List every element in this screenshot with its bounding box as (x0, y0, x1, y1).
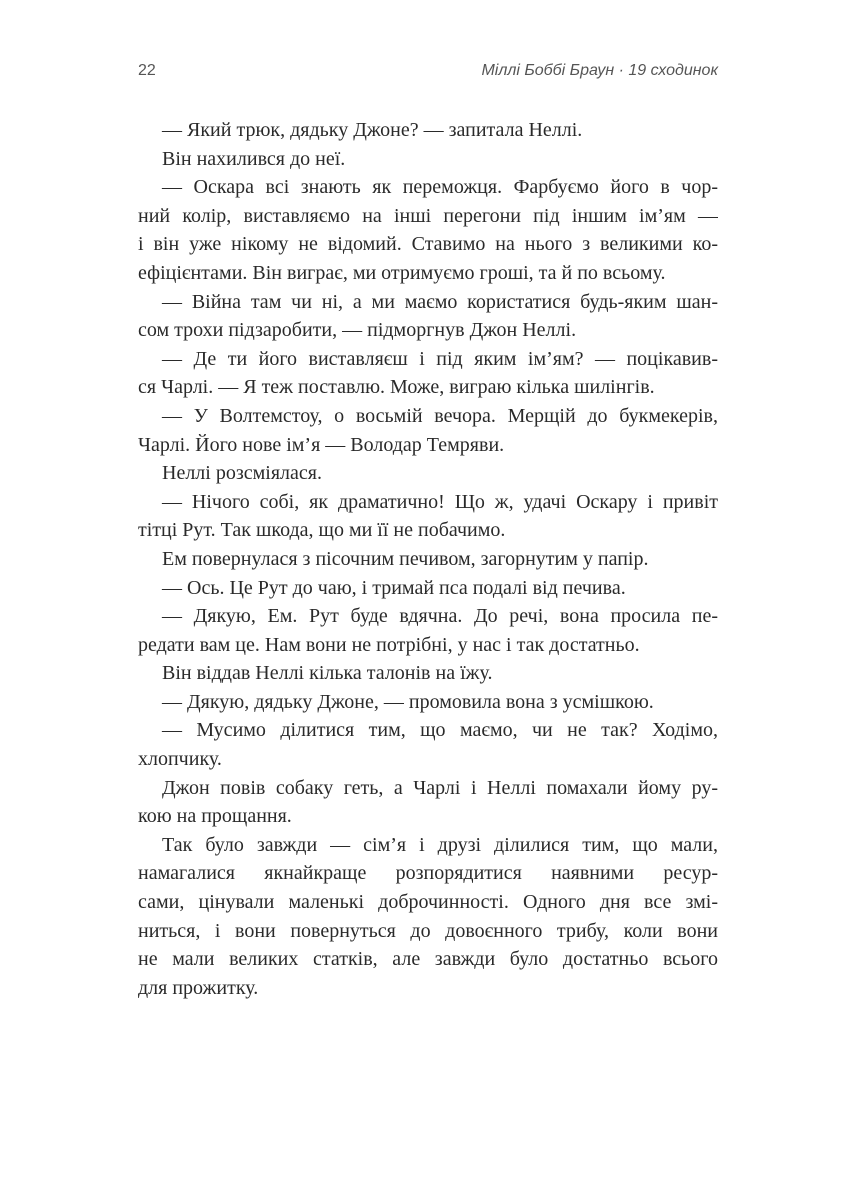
text-line: — Де ти його виставляєш і під яким ім’ям? — поцікавив- (162, 347, 718, 370)
page-body-text (138, 116, 718, 1002)
paragraph (138, 602, 718, 659)
text-line: не мали великих статків, але завжди було достатньо всього (138, 948, 718, 971)
text-line: — Нічого собі, як драматично! Що ж, удачі Оскару і привіт (162, 490, 718, 513)
paragraph (138, 116, 718, 145)
paragraph (138, 145, 718, 174)
text-line: ефіцієнтами. Він виграє, ми отримуємо гроші, та й по всьому. (138, 261, 666, 284)
text-line: — Ось. Це Рут до чаю, і тримай пса подалі від печива. (162, 576, 626, 599)
text-line: ся Чарлі. — Я теж поставлю. Може, виграю кілька шилінгів. (138, 376, 655, 399)
text-line: кою на прощання. (138, 805, 292, 828)
paragraph (138, 173, 718, 287)
paragraph (138, 688, 718, 717)
text-line: намагалися якнайкраще розпорядитися наявними ресур- (138, 862, 718, 885)
page-number: 22 (138, 62, 156, 79)
paragraph (138, 659, 718, 688)
text-line: для прожитку. (138, 976, 259, 999)
paragraph (138, 574, 718, 603)
text-line: — Оскара всі знають як переможця. Фарбуємо його в чор- (162, 176, 718, 199)
text-line: редати вам це. Нам вони не потрібні, у нас і так достатньо. (138, 633, 640, 656)
paragraph (138, 288, 718, 345)
paragraph (138, 831, 718, 1003)
paragraph (138, 459, 718, 488)
text-line: — Мусимо ділитися тим, що маємо, чи не так? Ходімо, (162, 719, 718, 742)
page-header (138, 62, 718, 86)
text-line: — Дякую, Ем. Рут буде вдячна. До речі, вона просила пе- (162, 605, 718, 628)
text-line: Ем повернулася з пісочним печивом, загорнутим у папір. (162, 547, 649, 570)
text-line: ниться, і вони повернуться до довоєнного трибу, коли вони (138, 919, 718, 942)
text-line: — У Волтемстоу, о восьмій вечора. Мерщій до букмекерів, (162, 404, 718, 427)
paragraph (138, 488, 718, 545)
paragraph (138, 716, 718, 773)
paragraph (138, 345, 718, 402)
text-line: і він уже нікому не відомий. Ставимо на нього з великими ко- (138, 233, 718, 256)
text-line: — Який трюк, дядьку Джоне? — запитала Неллі. (162, 119, 583, 141)
text-line: ний колір, виставляємо на інші перегони під іншим ім’ям — (138, 204, 718, 227)
text-line: сом трохи підзаробити, — підморгнув Джон Неллі. (138, 319, 577, 342)
paragraph (138, 545, 718, 574)
text-line: — Війна там чи ні, а ми маємо користатися будь-яким шан- (162, 290, 718, 313)
text-line: хлопчику. (138, 748, 222, 771)
paragraph (138, 402, 718, 459)
text-line: Він віддав Неллі кілька талонів на їжу. (162, 662, 493, 685)
text-line: Так було завжди — сім’я і друзі ділилися тим, що мали, (162, 833, 718, 856)
text-line: — Дякую, дядьку Джоне, — промовила вона з усмішкою. (162, 690, 654, 713)
text-line: Він нахилився до неї. (162, 147, 346, 170)
text-line: тітці Рут. Так шкода, що ми її не побачимо. (138, 519, 506, 542)
paragraph (138, 774, 718, 831)
running-title: Міллі Боббі Браун · 19 сходинок (481, 62, 718, 79)
text-line: Джон повів собаку геть, а Чарлі і Неллі помахали йому ру- (162, 776, 718, 799)
text-line: Чарлі. Його нове ім’я — Володар Темряви. (138, 433, 505, 456)
text-line: сами, цінували маленькі доброчинності. Одного дня все змі- (138, 891, 718, 914)
text-line: Неллі розсміялася. (162, 462, 322, 485)
